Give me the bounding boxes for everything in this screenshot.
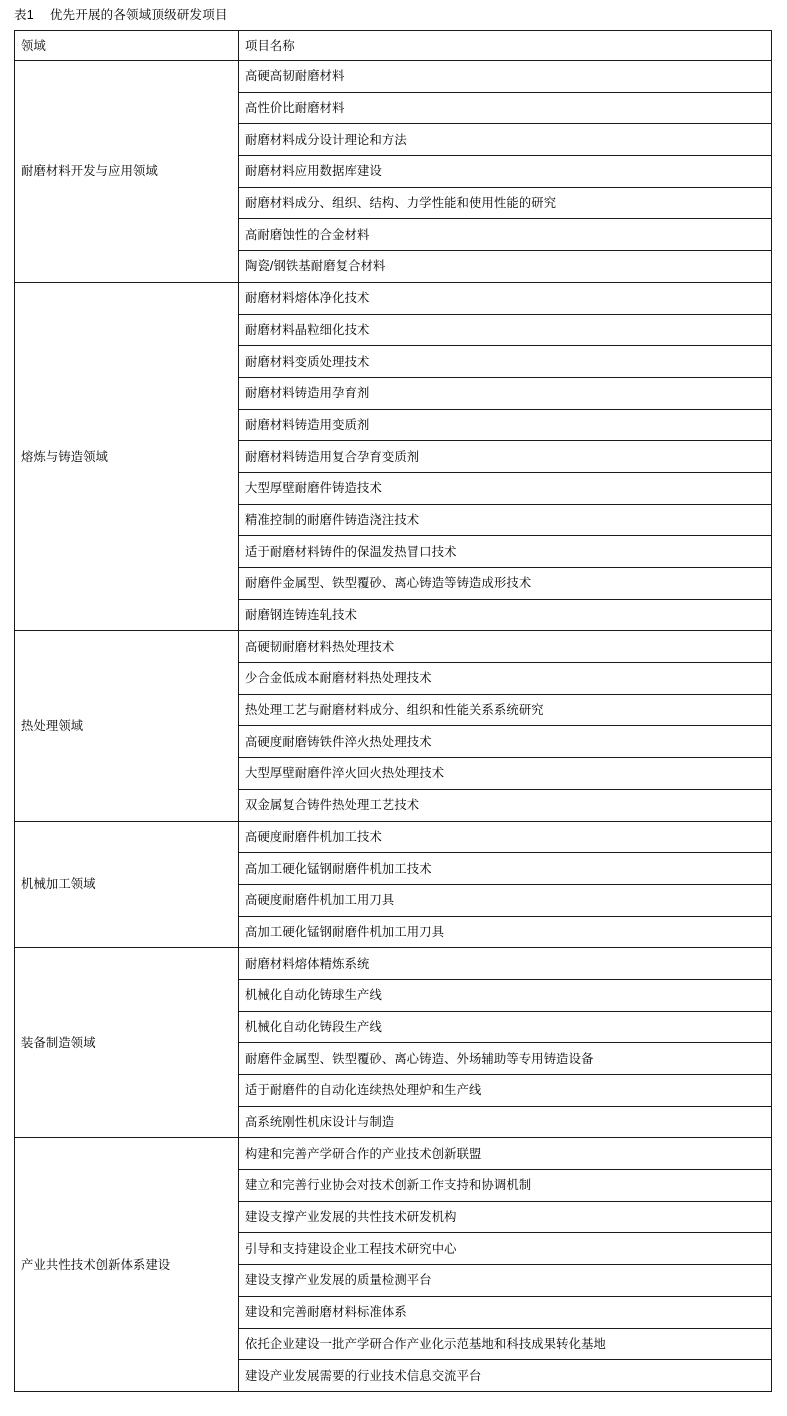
project-cell: 耐磨材料铸造用复合孕育变质剂	[239, 441, 772, 473]
project-cell: 高硬度耐磨件机加工技术	[239, 821, 772, 853]
project-cell: 建设产业发展需要的行业技术信息交流平台	[239, 1360, 772, 1392]
project-cell: 高加工硬化锰钢耐磨件机加工用刀具	[239, 916, 772, 948]
project-cell: 耐磨材料铸造用变质剂	[239, 409, 772, 441]
table-row	[15, 631, 772, 663]
project-cell: 热处理工艺与耐磨材料成分、组织和性能关系系统研究	[239, 694, 772, 726]
project-cell: 适于耐磨材料铸件的保温发热冒口技术	[239, 536, 772, 568]
project-cell: 高加工硬化锰钢耐磨件机加工技术	[239, 853, 772, 885]
project-cell: 双金属复合铸件热处理工艺技术	[239, 789, 772, 821]
project-cell: 耐磨件金属型、铁型覆砂、离心铸造等铸造成形技术	[239, 568, 772, 600]
project-cell: 高耐磨蚀性的合金材料	[239, 219, 772, 251]
table-caption-number: 表1	[14, 8, 34, 22]
project-cell: 建设支撑产业发展的共性技术研发机构	[239, 1201, 772, 1233]
project-cell: 耐磨件金属型、铁型覆砂、离心铸造、外场辅助等专用铸造设备	[239, 1043, 772, 1075]
project-cell: 高硬度耐磨件机加工用刀具	[239, 884, 772, 916]
table-row	[15, 948, 772, 980]
table-row	[15, 282, 772, 314]
project-cell: 少合金低成本耐磨材料热处理技术	[239, 663, 772, 695]
table-row	[15, 61, 772, 93]
column-header-domain: 领域	[15, 31, 239, 61]
column-header-project: 项目名称	[239, 31, 772, 61]
project-cell: 建立和完善行业协会对技术创新工作支持和协调机制	[239, 1170, 772, 1202]
project-cell: 精准控制的耐磨件铸造浇注技术	[239, 504, 772, 536]
project-cell: 高系统刚性机床设计与制造	[239, 1106, 772, 1138]
domain-cell: 热处理领域	[15, 631, 239, 821]
table-caption	[14, 6, 228, 24]
table-row	[15, 821, 772, 853]
project-cell: 耐磨钢连铸连轧技术	[239, 599, 772, 631]
project-cell: 适于耐磨件的自动化连续热处理炉和生产线	[239, 1075, 772, 1107]
project-cell: 高硬韧耐磨材料热处理技术	[239, 631, 772, 663]
project-cell: 耐磨材料变质处理技术	[239, 346, 772, 378]
domain-cell: 熔炼与铸造领域	[15, 282, 239, 631]
project-cell: 耐磨材料铸造用孕育剂	[239, 377, 772, 409]
project-cell: 耐磨材料应用数据库建设	[239, 156, 772, 188]
table-body	[15, 31, 772, 1392]
domain-cell: 机械加工领域	[15, 821, 239, 948]
project-cell: 耐磨材料成分设计理论和方法	[239, 124, 772, 156]
domain-cell: 产业共性技术创新体系建设	[15, 1138, 239, 1392]
project-cell: 引导和支持建设企业工程技术研究中心	[239, 1233, 772, 1265]
project-cell: 构建和完善产学研合作的产业技术创新联盟	[239, 1138, 772, 1170]
table-caption-text: 优先开展的各领域顶级研发项目	[49, 8, 228, 22]
project-cell: 高硬度耐磨铸铁件淬火热处理技术	[239, 726, 772, 758]
project-cell: 机械化自动化铸球生产线	[239, 979, 772, 1011]
project-cell: 陶瓷/钢铁基耐磨复合材料	[239, 251, 772, 283]
research-projects-table	[14, 30, 772, 1392]
project-cell: 耐磨材料成分、组织、结构、力学性能和使用性能的研究	[239, 187, 772, 219]
project-cell: 高性价比耐磨材料	[239, 92, 772, 124]
table-row	[15, 1138, 772, 1170]
project-cell: 耐磨材料熔体净化技术	[239, 282, 772, 314]
domain-cell: 装备制造领域	[15, 948, 239, 1138]
domain-cell: 耐磨材料开发与应用领域	[15, 61, 239, 283]
table-header-row	[15, 31, 772, 61]
project-cell: 大型厚壁耐磨件淬火回火热处理技术	[239, 758, 772, 790]
project-cell: 机械化自动化铸段生产线	[239, 1011, 772, 1043]
project-cell: 建设和完善耐磨材料标准体系	[239, 1296, 772, 1328]
project-cell: 依托企业建设一批产学研合作产业化示范基地和科技成果转化基地	[239, 1328, 772, 1360]
project-cell: 建设支撑产业发展的质量检测平台	[239, 1265, 772, 1297]
project-cell: 高硬高韧耐磨材料	[239, 61, 772, 93]
project-cell: 耐磨材料晶粒细化技术	[239, 314, 772, 346]
project-cell: 耐磨材料熔体精炼系统	[239, 948, 772, 980]
project-cell: 大型厚壁耐磨件铸造技术	[239, 472, 772, 504]
